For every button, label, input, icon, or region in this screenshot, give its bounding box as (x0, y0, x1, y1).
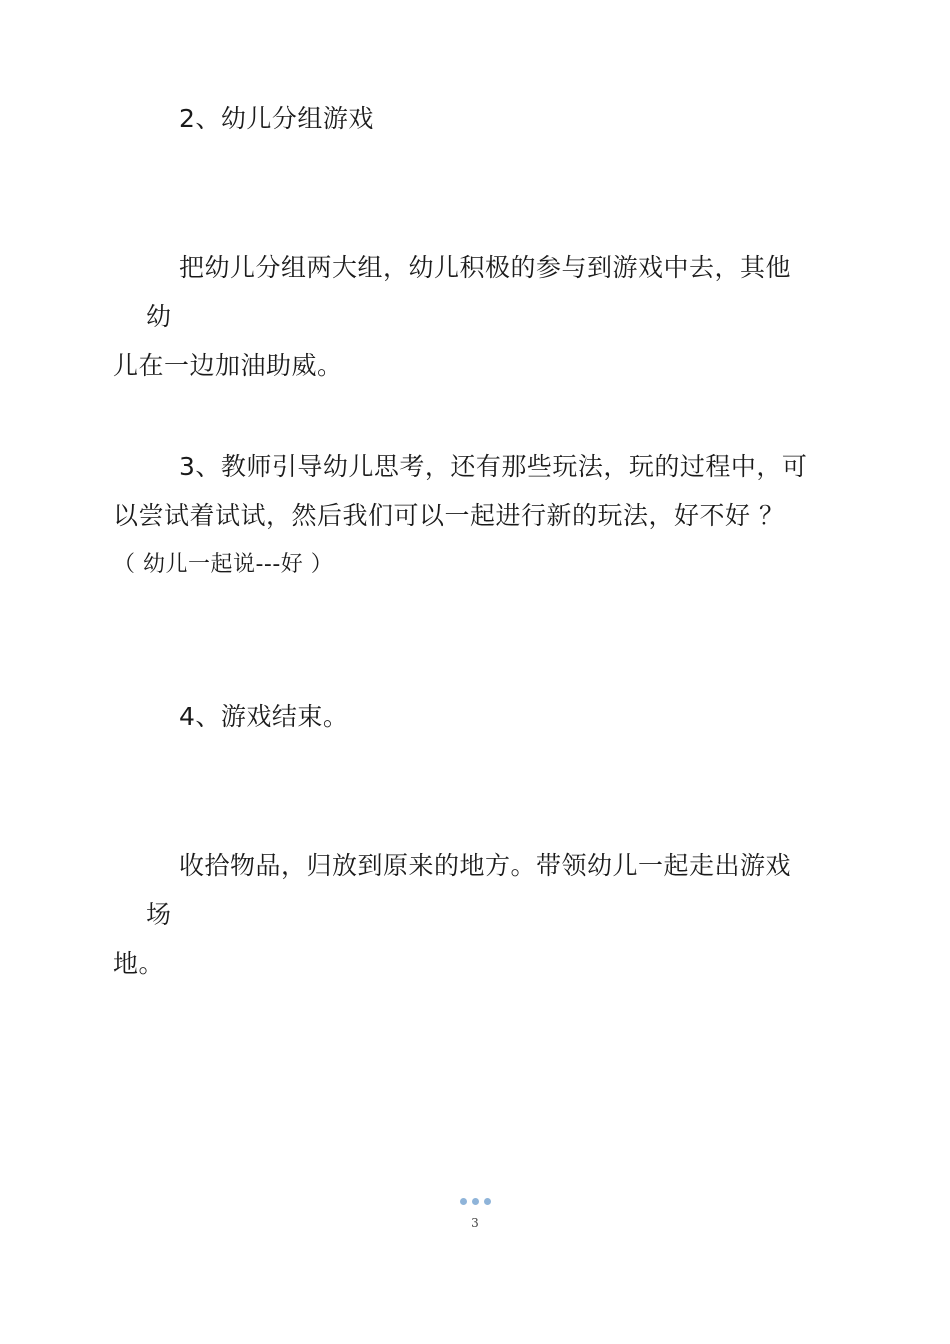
text-line: 3、教师引导幼儿思考，还有那些玩法，玩的过程中，可 (179, 452, 808, 481)
step-heading-4 (146, 692, 810, 741)
step-heading-2 (146, 94, 810, 143)
dot-icon (484, 1198, 491, 1205)
paragraph-group-play (113, 243, 810, 390)
text-line: 儿在一边加油助威。 (113, 351, 343, 380)
text-line: 地。 (113, 949, 165, 978)
dot-icon (460, 1198, 467, 1205)
text-line: 以尝试着试试，然后我们可以一起进行新的玩法，好不好 ？ (113, 501, 785, 530)
text-line: 4、游戏结束。 (179, 702, 349, 731)
text-line: （ 幼儿一起说---好 ） (113, 552, 334, 577)
page-footer (0, 1198, 950, 1230)
paragraph-cleanup (113, 841, 810, 988)
page-number: 3 (471, 1216, 479, 1230)
step-paragraph-3 (113, 442, 810, 589)
dot-icon (472, 1198, 479, 1205)
text-line: 收拾物品，归放到原来的地方。带领幼儿一起走出游戏场 (146, 851, 792, 929)
ellipsis-dots-icon (0, 1198, 950, 1208)
text-line: 把幼儿分组两大组，幼儿积极的参与到游戏中去，其他幼 (146, 253, 792, 331)
text-line: 2、幼儿分组游戏 (179, 104, 374, 133)
